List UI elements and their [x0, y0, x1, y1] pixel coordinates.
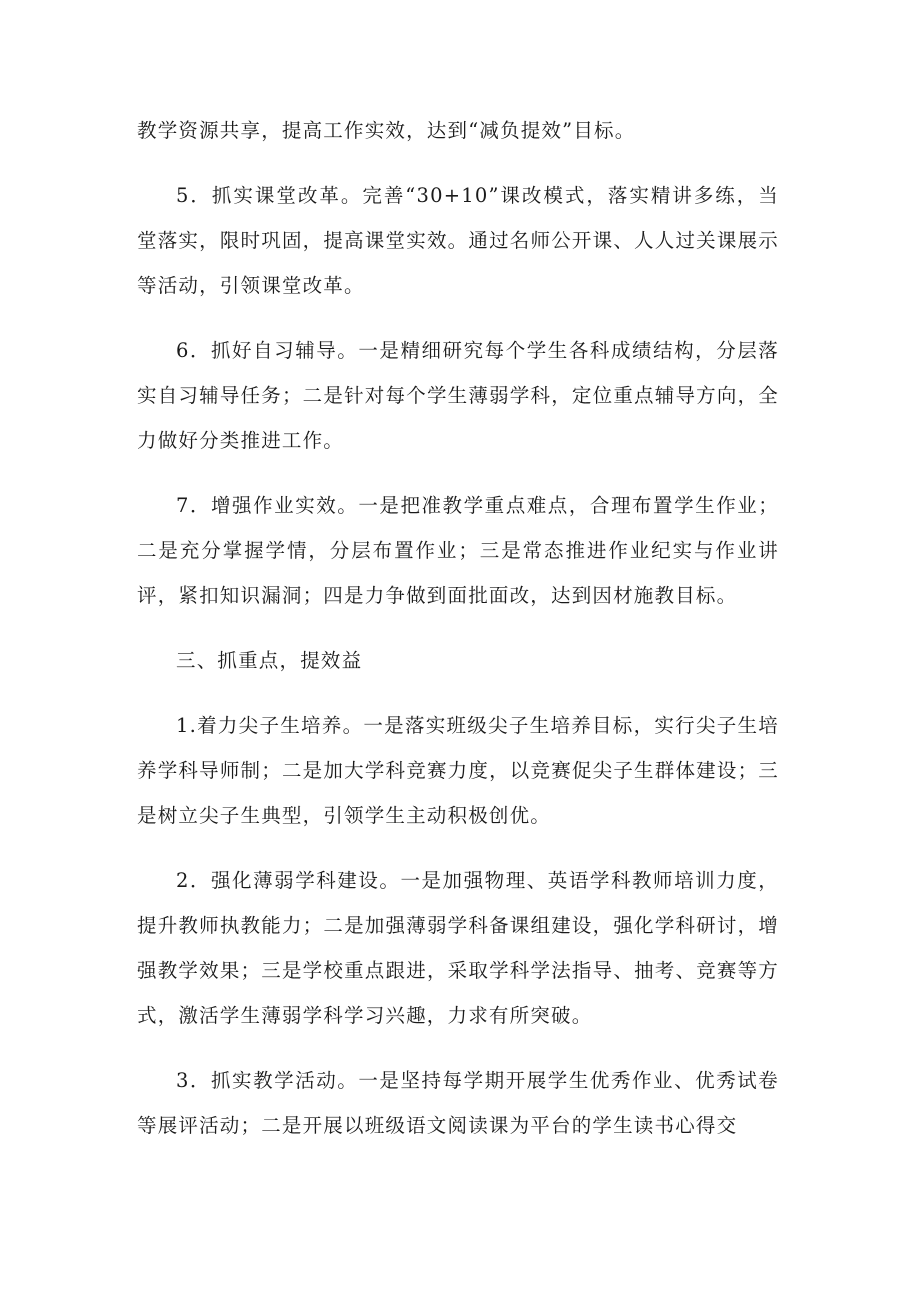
- section-heading-3: 三、抓重点，提效益: [176, 649, 363, 672]
- paragraph-section3-item-3: 3．抓实教学活动。一是坚持每学期开展学生优秀作业、优秀试卷等展评活动；二是开展以班级语文阅读课为平台的学生读书心得交: [137, 1069, 779, 1137]
- paragraph-item-6: 6．抓好自习辅导。一是精细研究每个学生各科成绩结构，分层落实自习辅导任务；二是针对每个学生薄弱学科，定位重点辅导方向，全力做好分类推进工作。: [137, 339, 779, 452]
- paragraph-section3-item-1: 1.着力尖子生培养。一是落实班级尖子生培养目标，实行尖子生培养学科导师制；二是加大学科竞赛力度，以竞赛促尖子生群体建设；三是树立尖子生典型，引领学生主动积极创优。: [137, 714, 779, 827]
- document-body: [137, 108, 779, 1168]
- paragraph-section3-item-2: 2．强化薄弱学科建设。一是加强物理、英语学科教师培训力度，提升教师执教能力；二是加强薄弱学科备课组建设，强化学科研讨，增强教学效果；三是学校重点跟进，采取学科学法指导、抽考、竞赛等方式，激活学生薄弱学科学习兴趣，力求有所突破。: [137, 869, 779, 1027]
- paragraph-item-5: 5．抓实课堂改革。完善“30+10”课改模式，落实精讲多练，当堂落实，限时巩固，提高课堂实效。通过名师公开课、人人过关课展示等活动，引领课堂改革。: [137, 184, 779, 297]
- paragraph-continuation: 教学资源共享，提高工作实效，达到“减负提效”目标。: [137, 119, 636, 142]
- paragraph-item-7: 7．增强作业实效。一是把准教学重点难点，合理布置学生作业；二是充分掌握学情，分层布置作业；三是常态推进作业纪实与作业讲评，紧扣知识漏洞；四是力争做到面批面改，达到因材施教目标。: [137, 494, 779, 607]
